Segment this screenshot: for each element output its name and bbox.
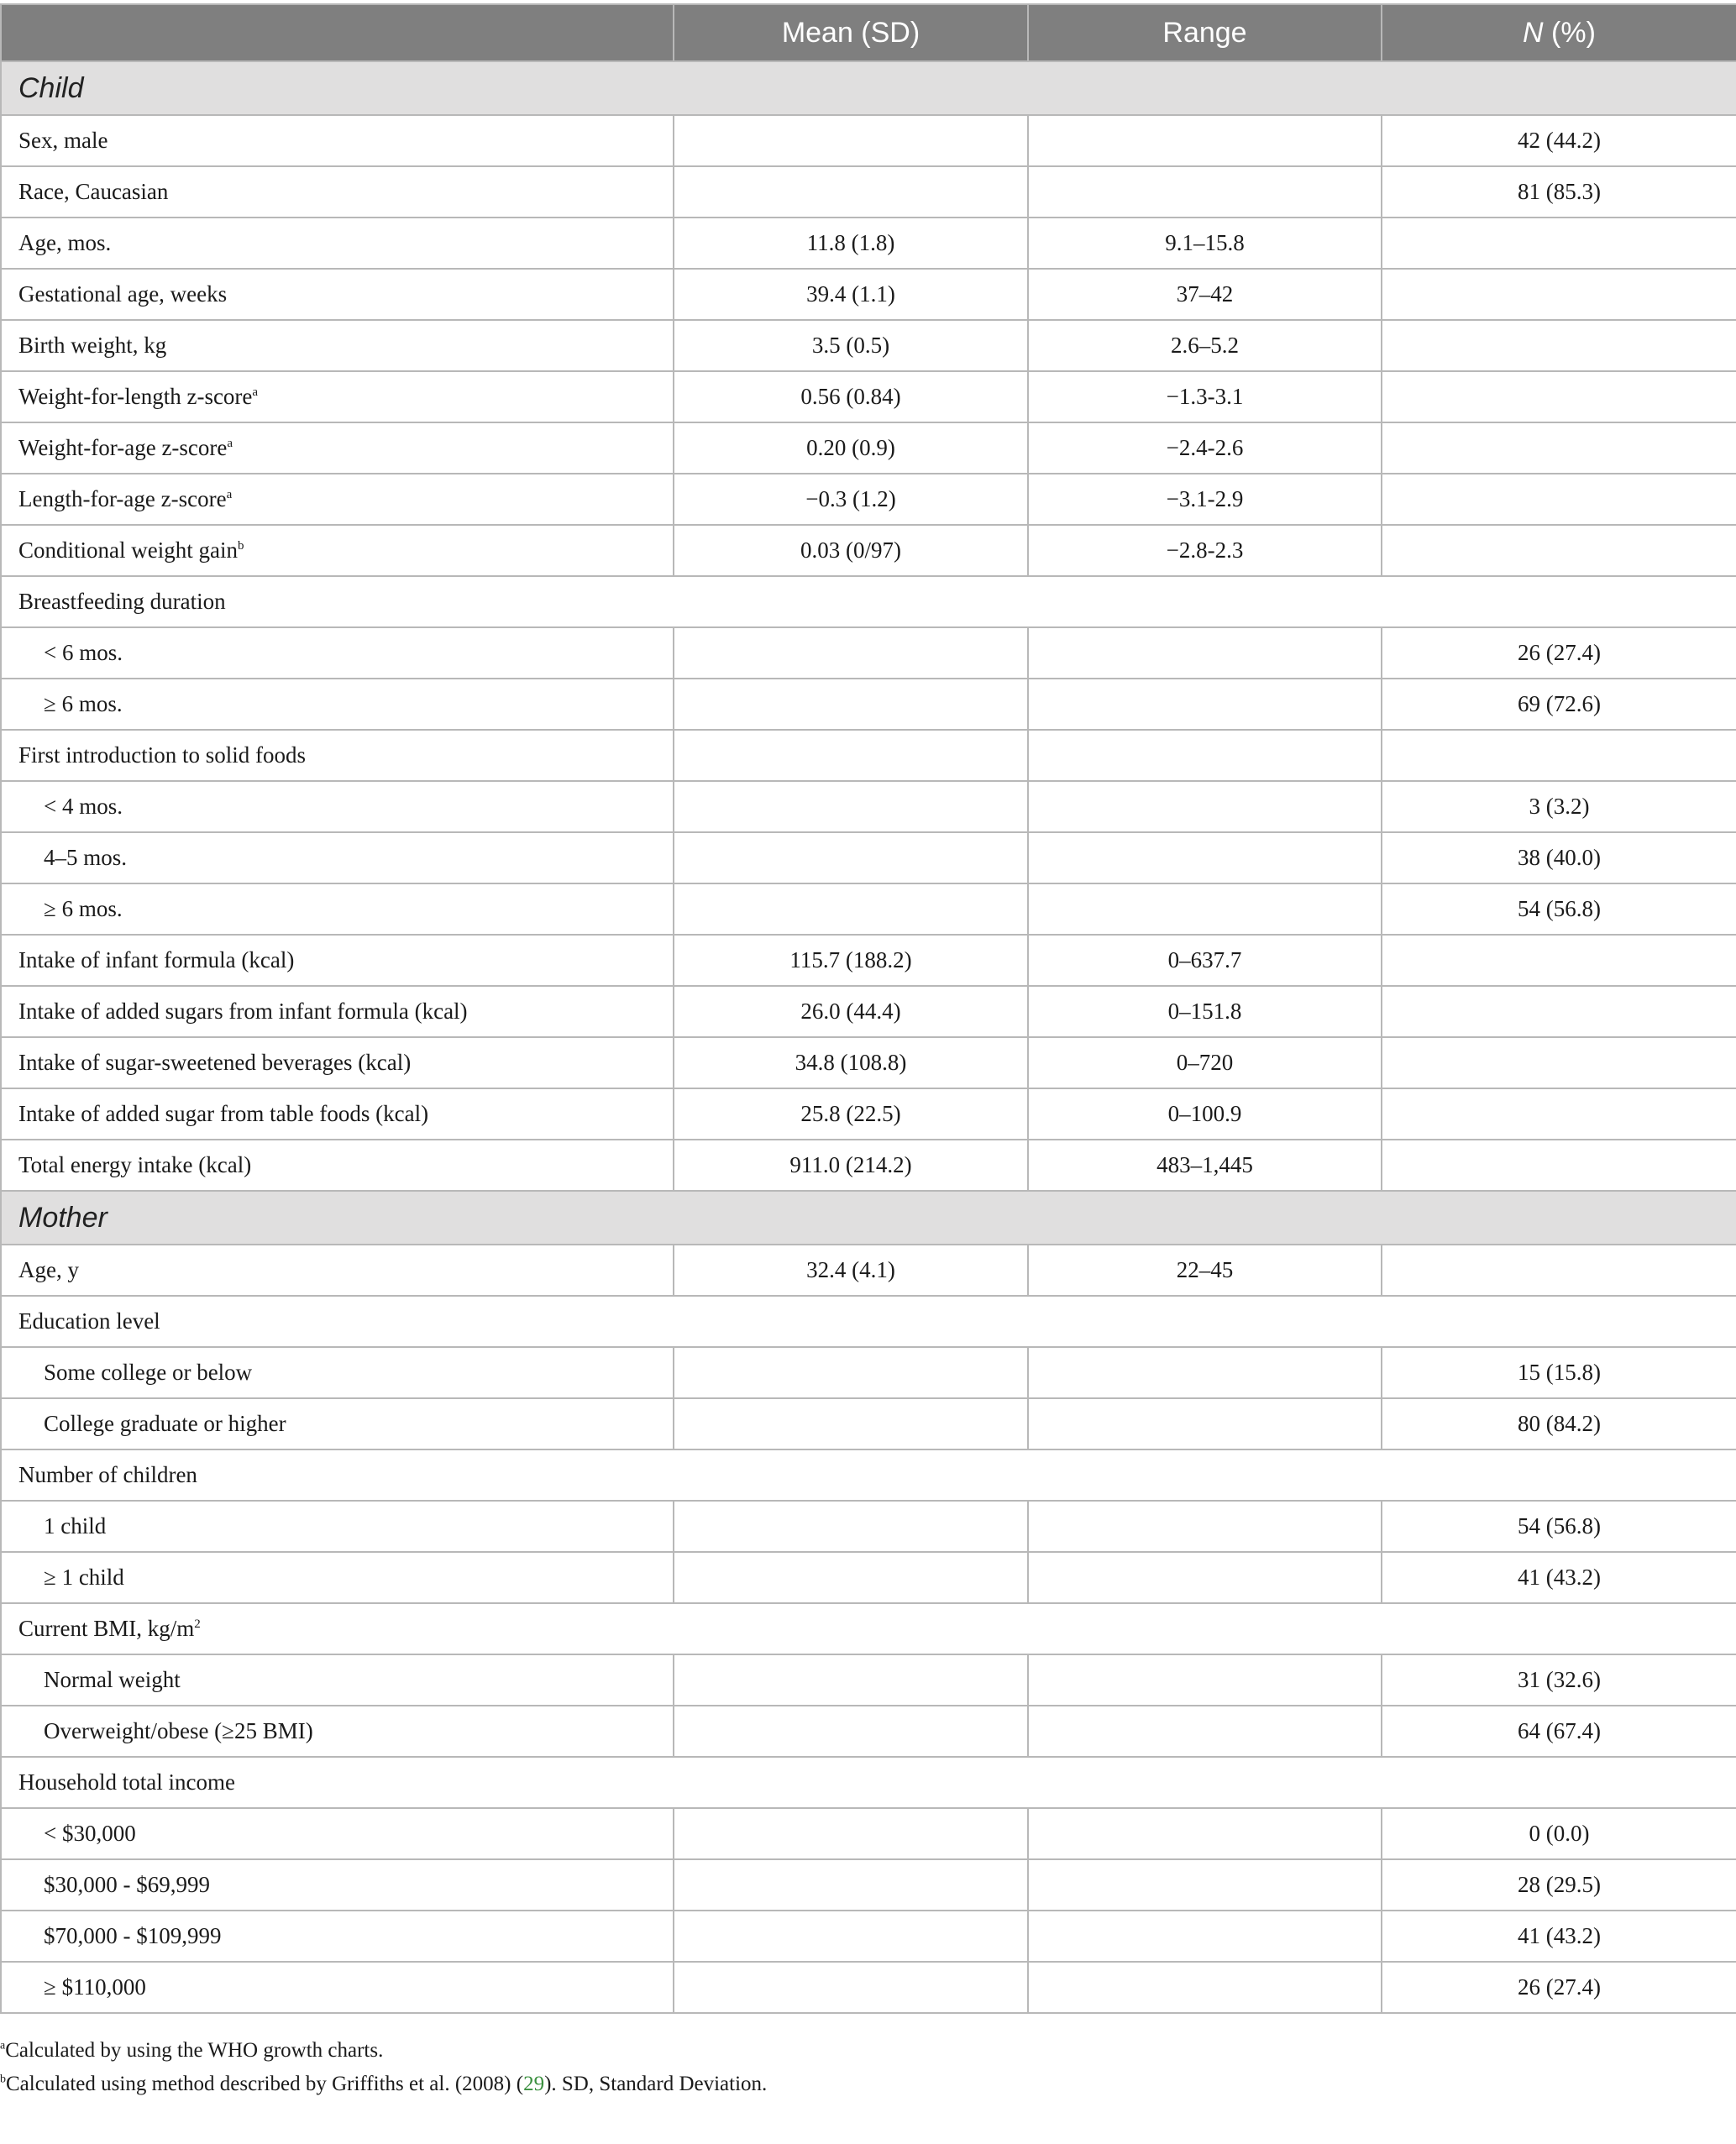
cell-mean-sd: 0.20 (0.9) <box>674 422 1028 474</box>
table-header <box>1 4 1736 61</box>
row-label-text: Conditional weight gain <box>18 537 238 563</box>
header-n-rest: (%) <box>1543 16 1596 49</box>
row-label <box>1 781 674 832</box>
table-row <box>1 883 1736 935</box>
row-label-text: Current BMI, kg/m <box>18 1616 195 1641</box>
table-row <box>1 218 1736 269</box>
table-row <box>1 1654 1736 1706</box>
row-label <box>1 1398 674 1449</box>
cell-n-percent <box>1382 935 1736 986</box>
row-label-text: < 4 mos. <box>44 794 123 819</box>
cell-range <box>1028 1962 1382 2013</box>
row-label-text: < $30,000 <box>44 1821 136 1846</box>
row-label <box>1 1037 674 1088</box>
table-row <box>1 1962 1736 2013</box>
row-label-text: Weight-for-age z-score <box>18 435 228 460</box>
cell-mean-sd <box>674 1347 1028 1398</box>
cell-n-percent: 64 (67.4) <box>1382 1706 1736 1757</box>
cell-range <box>1028 1808 1382 1859</box>
row-label-sup: a <box>226 488 233 501</box>
reference-link[interactable]: 29 <box>523 2073 545 2095</box>
header-n-percent <box>1382 4 1736 61</box>
cell-mean-sd: −0.3 (1.2) <box>674 474 1028 525</box>
table-row <box>1 474 1736 525</box>
cell-range: 0–151.8 <box>1028 986 1382 1037</box>
section-title: Child <box>1 61 1736 115</box>
cell-n-percent <box>1382 218 1736 269</box>
cell-n-percent <box>1382 269 1736 320</box>
table-row <box>1 1859 1736 1911</box>
cell-n-percent: 26 (27.4) <box>1382 627 1736 679</box>
row-label <box>1 986 674 1037</box>
cell-mean-sd <box>674 1962 1028 2013</box>
row-label-text: Total energy intake (kcal) <box>18 1152 252 1177</box>
cell-mean-sd: 0.03 (0/97) <box>674 525 1028 576</box>
cell-n-percent <box>1382 474 1736 525</box>
table-row <box>1 935 1736 986</box>
table-row <box>1 1037 1736 1088</box>
table-row <box>1 525 1736 576</box>
cell-range: 0–720 <box>1028 1037 1382 1088</box>
cell-mean-sd <box>674 1501 1028 1552</box>
cell-n-percent <box>1382 1245 1736 1296</box>
cell-mean-sd: 911.0 (214.2) <box>674 1140 1028 1191</box>
cell-range <box>1028 781 1382 832</box>
table-body <box>1 61 1736 2013</box>
cell-n-percent: 28 (29.5) <box>1382 1859 1736 1911</box>
row-label-text: Length-for-age z-score <box>18 486 227 511</box>
cell-mean-sd <box>674 1859 1028 1911</box>
cell-range: 483–1,445 <box>1028 1140 1382 1191</box>
footnote-b-text-before: Calculated using method described by Griffiths et al. (2008) ( <box>6 2073 524 2095</box>
cell-range: −2.4-2.6 <box>1028 422 1382 474</box>
row-label-text: ≥ $110,000 <box>44 1974 146 2000</box>
row-label-text: ≥ 6 mos. <box>44 896 123 921</box>
cell-n-percent <box>1382 422 1736 474</box>
cell-mean-sd: 39.4 (1.1) <box>674 269 1028 320</box>
cell-n-percent: 42 (44.2) <box>1382 115 1736 166</box>
cell-range <box>1028 115 1382 166</box>
table-row <box>1 1757 1736 1808</box>
table-row <box>1 1088 1736 1140</box>
cell-n-percent <box>1382 1140 1736 1191</box>
cell-mean-sd: 11.8 (1.8) <box>674 218 1028 269</box>
cell-range <box>1028 627 1382 679</box>
cell-n-percent: 81 (85.3) <box>1382 166 1736 218</box>
cell-range <box>1028 1911 1382 1962</box>
row-label-text: Normal weight <box>44 1667 181 1692</box>
row-label <box>1 1706 674 1757</box>
cell-range <box>1028 1398 1382 1449</box>
row-label <box>1 525 674 576</box>
row-label <box>1 1808 674 1859</box>
row-label-text: $70,000 - $109,999 <box>44 1923 222 1948</box>
header-range: Range <box>1028 4 1382 61</box>
cell-range: 0–100.9 <box>1028 1088 1382 1140</box>
row-label-text: Age, mos. <box>18 230 112 255</box>
row-label-text: Intake of infant formula (kcal) <box>18 947 295 972</box>
table-row <box>1 730 1736 781</box>
table-row <box>1 576 1736 627</box>
cell-range: 2.6–5.2 <box>1028 320 1382 371</box>
table-row <box>1 1296 1736 1347</box>
footnote-b-mark: b <box>0 2073 6 2086</box>
row-label <box>1 1088 674 1140</box>
row-label-text: 4–5 mos. <box>44 845 128 870</box>
row-label <box>1 832 674 883</box>
row-label-sup: a <box>252 385 259 399</box>
row-label-text: Gestational age, weeks <box>18 281 228 307</box>
table-row <box>1 371 1736 422</box>
cell-range <box>1028 1347 1382 1398</box>
row-label-text: Intake of added sugar from table foods (kcal) <box>18 1101 429 1126</box>
row-label <box>1 730 674 781</box>
row-label <box>1 679 674 730</box>
cell-n-percent: 38 (40.0) <box>1382 832 1736 883</box>
table-row <box>1 1347 1736 1398</box>
row-label <box>1 1962 674 2013</box>
cell-mean-sd: 115.7 (188.2) <box>674 935 1028 986</box>
cell-mean-sd: 32.4 (4.1) <box>674 1245 1028 1296</box>
table-container <box>0 3 1736 2014</box>
row-label <box>1 1552 674 1603</box>
row-label-text: Overweight/obese (≥25 BMI) <box>44 1718 313 1743</box>
row-label <box>1 935 674 986</box>
row-label <box>1 883 674 935</box>
cell-n-percent: 54 (56.8) <box>1382 883 1736 935</box>
row-label <box>1 320 674 371</box>
row-label <box>1 1347 674 1398</box>
row-label-text: Intake of added sugars from infant formula (kcal) <box>18 999 468 1024</box>
table-row <box>1 679 1736 730</box>
row-label <box>1 1140 674 1191</box>
cell-mean-sd: 34.8 (108.8) <box>674 1037 1028 1088</box>
cell-n-percent <box>1382 320 1736 371</box>
cell-range: 22–45 <box>1028 1245 1382 1296</box>
header-mean-sd: Mean (SD) <box>674 4 1028 61</box>
cell-mean-sd <box>674 1911 1028 1962</box>
cell-n-percent <box>1382 371 1736 422</box>
cell-mean-sd <box>674 1706 1028 1757</box>
row-label-text: ≥ 6 mos. <box>44 691 123 716</box>
row-label-text: < 6 mos. <box>44 640 123 665</box>
cell-range <box>1028 832 1382 883</box>
row-label <box>1 1654 674 1706</box>
cell-n-percent: 54 (56.8) <box>1382 1501 1736 1552</box>
cell-range <box>1028 730 1382 781</box>
table-row <box>1 1501 1736 1552</box>
cell-range <box>1028 1552 1382 1603</box>
cell-range <box>1028 1706 1382 1757</box>
section-row <box>1 1191 1736 1245</box>
cell-range <box>1028 1654 1382 1706</box>
row-label <box>1 1911 674 1962</box>
row-label-text: Breastfeeding duration <box>18 589 226 614</box>
cell-mean-sd <box>674 730 1028 781</box>
cell-n-percent: 0 (0.0) <box>1382 1808 1736 1859</box>
table-row <box>1 1398 1736 1449</box>
row-label-text: First introduction to solid foods <box>18 742 307 768</box>
cell-n-percent: 41 (43.2) <box>1382 1911 1736 1962</box>
cell-mean-sd <box>674 679 1028 730</box>
cell-mean-sd: 26.0 (44.4) <box>674 986 1028 1037</box>
cell-n-percent <box>1382 1037 1736 1088</box>
table-row <box>1 1552 1736 1603</box>
cell-n-percent: 80 (84.2) <box>1382 1398 1736 1449</box>
row-label <box>1 371 674 422</box>
row-label-text: Race, Caucasian <box>18 179 169 204</box>
data-table <box>0 3 1736 2014</box>
row-label-sup: a <box>227 437 233 450</box>
table-row <box>1 1911 1736 1962</box>
row-label <box>1 115 674 166</box>
footnote-a-mark: a <box>0 2039 6 2052</box>
cell-range <box>1028 1501 1382 1552</box>
table-row <box>1 781 1736 832</box>
row-label <box>1 1296 1736 1347</box>
table-row <box>1 1449 1736 1501</box>
cell-range <box>1028 166 1382 218</box>
cell-mean-sd: 25.8 (22.5) <box>674 1088 1028 1140</box>
table-row <box>1 1245 1736 1296</box>
header-row <box>1 4 1736 61</box>
cell-mean-sd: 3.5 (0.5) <box>674 320 1028 371</box>
cell-range <box>1028 883 1382 935</box>
cell-n-percent: 69 (72.6) <box>1382 679 1736 730</box>
cell-range: −1.3-3.1 <box>1028 371 1382 422</box>
cell-mean-sd <box>674 1808 1028 1859</box>
cell-n-percent: 15 (15.8) <box>1382 1347 1736 1398</box>
cell-mean-sd <box>674 1398 1028 1449</box>
cell-mean-sd <box>674 115 1028 166</box>
cell-mean-sd <box>674 1552 1028 1603</box>
row-label-text: Household total income <box>18 1769 235 1795</box>
row-label <box>1 1757 1736 1808</box>
cell-mean-sd <box>674 166 1028 218</box>
cell-n-percent <box>1382 730 1736 781</box>
footnote-a-text: Calculated by using the WHO growth charts. <box>5 2039 384 2062</box>
cell-n-percent <box>1382 986 1736 1037</box>
row-label <box>1 576 1736 627</box>
row-label-text: ≥ 1 child <box>44 1565 124 1590</box>
table-row <box>1 627 1736 679</box>
cell-mean-sd <box>674 1654 1028 1706</box>
table-row <box>1 115 1736 166</box>
cell-range: 37–42 <box>1028 269 1382 320</box>
row-label-text: Education level <box>18 1308 160 1334</box>
cell-n-percent <box>1382 1088 1736 1140</box>
row-label-text: $30,000 - $69,999 <box>44 1872 210 1897</box>
table-row <box>1 1808 1736 1859</box>
table-row <box>1 986 1736 1037</box>
row-label-sup: b <box>237 539 244 553</box>
cell-range: −3.1-2.9 <box>1028 474 1382 525</box>
row-label-text: Sex, male <box>18 128 108 153</box>
row-label <box>1 1859 674 1911</box>
row-label-sup: 2 <box>194 1617 201 1631</box>
cell-n-percent <box>1382 525 1736 576</box>
footnote-b-text-after: ). SD, Standard Deviation. <box>544 2073 768 2095</box>
row-label-text: Some college or below <box>44 1360 253 1385</box>
cell-mean-sd <box>674 883 1028 935</box>
cell-n-percent: 3 (3.2) <box>1382 781 1736 832</box>
table-row <box>1 166 1736 218</box>
cell-n-percent: 26 (27.4) <box>1382 1962 1736 2013</box>
cell-mean-sd: 0.56 (0.84) <box>674 371 1028 422</box>
cell-n-percent: 41 (43.2) <box>1382 1552 1736 1603</box>
row-label-text: Number of children <box>18 1462 197 1487</box>
footnotes <box>0 2034 1736 2101</box>
row-label <box>1 269 674 320</box>
cell-range <box>1028 679 1382 730</box>
cell-range: 9.1–15.8 <box>1028 218 1382 269</box>
cell-mean-sd <box>674 781 1028 832</box>
row-label <box>1 474 674 525</box>
row-label-text: Weight-for-length z-score <box>18 384 253 409</box>
table-row <box>1 832 1736 883</box>
row-label-text: Birth weight, kg <box>18 333 167 358</box>
header-label <box>1 4 674 61</box>
row-label <box>1 166 674 218</box>
row-label-text: Intake of sugar-sweetened beverages (kcal) <box>18 1050 412 1075</box>
row-label <box>1 1603 1736 1654</box>
table-row <box>1 1706 1736 1757</box>
row-label <box>1 1501 674 1552</box>
row-label <box>1 422 674 474</box>
table-row <box>1 422 1736 474</box>
row-label <box>1 1245 674 1296</box>
table-row <box>1 1603 1736 1654</box>
row-label <box>1 627 674 679</box>
footnote-a <box>0 2034 1736 2068</box>
table-row <box>1 269 1736 320</box>
cell-range: 0–637.7 <box>1028 935 1382 986</box>
row-label <box>1 218 674 269</box>
cell-mean-sd <box>674 832 1028 883</box>
row-label-text: College graduate or higher <box>44 1411 286 1436</box>
cell-mean-sd <box>674 627 1028 679</box>
row-label-text: Age, y <box>18 1257 79 1282</box>
header-n-italic: N <box>1523 16 1544 49</box>
footnote-b <box>0 2068 1736 2101</box>
section-title: Mother <box>1 1191 1736 1245</box>
cell-n-percent: 31 (32.6) <box>1382 1654 1736 1706</box>
cell-range <box>1028 1859 1382 1911</box>
table-row <box>1 320 1736 371</box>
section-row <box>1 61 1736 115</box>
table-row <box>1 1140 1736 1191</box>
row-label <box>1 1449 1736 1501</box>
row-label-text: 1 child <box>44 1513 107 1539</box>
cell-range: −2.8-2.3 <box>1028 525 1382 576</box>
